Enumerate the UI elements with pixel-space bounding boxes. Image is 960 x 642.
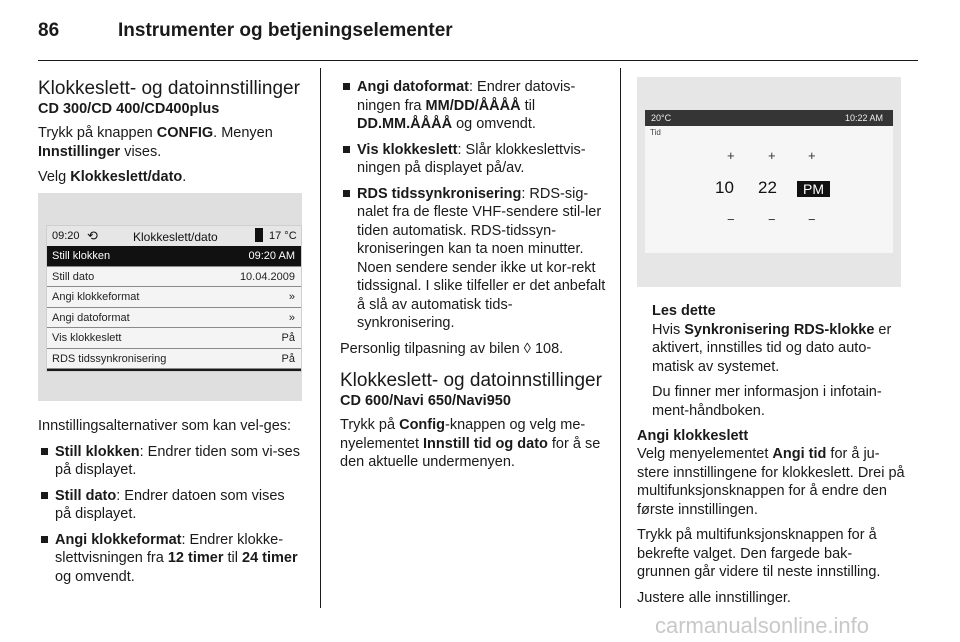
options-list [38, 443, 304, 587]
menu-row-set-date: Still dato 10.04.2009 [47, 267, 301, 288]
display-menu-list [47, 246, 301, 369]
list-item: Angi datoformat: Endrer datovis-ningen fra MM/DD/ÅÅÅÅ til DD.MM.ÅÅÅÅ og omvendt. [340, 78, 608, 134]
column-2 [340, 78, 608, 479]
display-screenshot-clock-date [38, 193, 302, 401]
info-icon [255, 228, 263, 242]
ampm-value: PM [797, 181, 830, 197]
display-title: Klokkeslett/dato [133, 230, 218, 244]
menu-row-show-clock: Vis klokkeslett På [47, 328, 301, 349]
time-editor [645, 126, 893, 253]
list-item: Still dato: Endrer datoen som vises på displayet. [38, 487, 304, 524]
display-status-bar [645, 110, 893, 126]
minute-value: 22 [758, 178, 777, 197]
minute-down-button: − [768, 212, 776, 227]
note-title: Les dette [652, 303, 716, 319]
paragraph: Justere alle innstillinger. [637, 589, 791, 606]
note-text: Du finner mer informasjon i infotain-ment-håndboken. [652, 384, 882, 419]
section-subheading: CD 300/CD 400/CD400plus [38, 101, 220, 117]
paragraph: Innstillingsalternativer som kan vel-ges: [38, 418, 292, 434]
paragraph: Trykk på multifunksjonsknappen for å bekrefte valget. Den fargede bak-grunnen går videre til neste innstilling. [637, 527, 881, 580]
hour-value: 10 [715, 178, 734, 197]
list-item: Vis klokkeslett: Slår klokkeslettvis-ningen på displayet på/av. [340, 141, 608, 178]
minute-up-button: + [768, 148, 776, 163]
paragraph: Velg Klokkeslett/dato. [38, 169, 187, 185]
menu-row-rds-sync: RDS tidssynkronisering På [47, 349, 301, 370]
menu-row-date-format: Angi datoformat » [47, 308, 301, 329]
back-icon: ⟲ [87, 228, 98, 243]
page-title: Instrumenter og betjeningselementer [118, 20, 453, 41]
display-temp: 20°C [651, 113, 672, 123]
section-subheading: CD 600/Navi 650/Navi950 [340, 393, 511, 409]
paragraph: Trykk på knappen CONFIG. Menyen Innstillinger vises. [38, 125, 273, 160]
note-box [637, 302, 905, 420]
list-item: Angi klokkeformat: Endrer klokke-slettvisningen fra 12 timer til 24 timer og omvendt. [38, 531, 304, 587]
column-divider-2 [620, 68, 621, 608]
display-time: 09:20 [52, 230, 80, 242]
ampm-up-button: + [808, 148, 816, 163]
paragraph: Trykk på Config-knappen og velg me-nyelementet Innstill tid og dato for å se den aktuelle undermenyen. [340, 417, 601, 470]
display-temp: 17 °C [269, 230, 297, 242]
header-rule [38, 60, 918, 61]
paragraph: Personlig tilpasning av bilen ◊ 108. [340, 340, 564, 357]
menu-row-clock-format: Angi klokkeformat » [47, 287, 301, 308]
list-item: RDS tidssynkronisering: RDS-sig-nalet fra de fleste VHF-sendere stil-ler tiden automatisk. RDS-tidssyn-kroniseringen kan ta noen minutter. Noen sendere sender ikke ut kor-rekt tidssignal. I slike tilfeller er det anbefalt å slå av automatisk tids-synkronisering. [340, 185, 608, 333]
column-1-lower [38, 417, 304, 593]
note-text: Hvis Synkronisering RDS-klokke er aktivert, innstilles tid og dato auto-matisk av systemet. [652, 321, 892, 375]
display-screenshot-time [637, 77, 901, 287]
subsection-heading: Angi klokkeslett [637, 428, 749, 444]
display-label: Tid [650, 128, 661, 137]
menu-row-set-clock: Still klokken 09:20 AM [47, 246, 301, 267]
paragraph: Velg menyelementet Angi tid for å ju-stere innstillingene for klokkeslett. Drei på multifunksjonsknappen for å endre den første innstillingen. [637, 446, 905, 518]
display-panel [46, 225, 302, 372]
column-1 [38, 78, 304, 194]
page-reference: ◊ 108. [523, 340, 564, 357]
section-heading: Klokkeslett- og datoinnstillinger [38, 78, 300, 99]
column-divider-1 [320, 68, 321, 608]
column-3 [637, 302, 905, 614]
options-list-continued [340, 78, 608, 333]
watermark: carmanualsonline.info [655, 613, 870, 638]
page-number: 86 [38, 20, 60, 41]
display-panel [645, 110, 893, 253]
page-header [38, 14, 918, 54]
hour-down-button: − [727, 212, 735, 227]
section-heading: Klokkeslett- og datoinnstillinger [340, 370, 602, 391]
ampm-down-button: − [808, 212, 816, 227]
display-time: 10:22 AM [845, 113, 884, 123]
list-item: Still klokken: Endrer tiden som vi-ses på displayet. [38, 443, 304, 480]
display-status-bar [47, 226, 301, 246]
hour-up-button: + [727, 148, 735, 163]
